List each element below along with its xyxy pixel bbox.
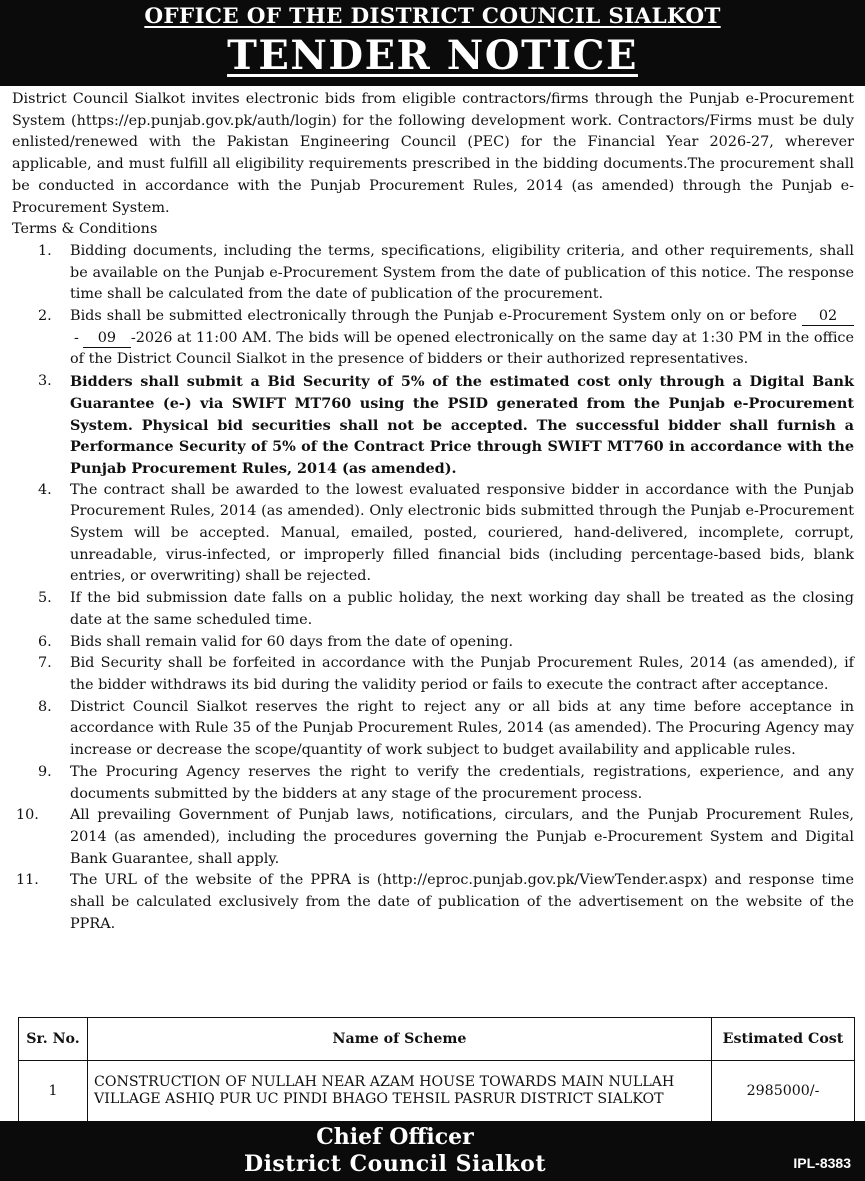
header-scheme-name: Name of Scheme bbox=[88, 1018, 712, 1061]
term-text: All prevailing Government of Punjab laws, notifications, circulars, and the Punjab Procurement Rules, 2014 (as amended), including the procedures governing the Punjab e-Procurement System and Digital Bank Guarantee, shall apply. bbox=[70, 807, 854, 867]
signatory-office: District Council Sialkot bbox=[243, 1151, 547, 1177]
term-text: The URL of the website of the PPRA is (http://eproc.punjab.gov.pk/ViewTender.aspx) and response time shall be calculated exclusively from the date of publication of the advertisement on the website of the PPRA. bbox=[70, 872, 854, 932]
term-item bbox=[12, 697, 854, 762]
term-number: 8. bbox=[38, 698, 52, 715]
office-title: OFFICE OF THE DISTRICT COUNCIL SIALKOT bbox=[144, 4, 721, 29]
term-number: 4. bbox=[38, 481, 52, 498]
term-item bbox=[12, 588, 854, 631]
term-number: 10. bbox=[16, 807, 39, 824]
term-item bbox=[12, 805, 854, 870]
table-row bbox=[19, 1061, 855, 1122]
notice-title: TENDER NOTICE bbox=[227, 32, 638, 79]
schemes-table bbox=[18, 1017, 855, 1122]
term-item bbox=[12, 371, 854, 480]
term-text: Bid Security shall be forfeited in accordance with the Punjab Procurement Rules, 2014 (as amended), if the bidder withdraws its bid during the validity period or fails to execute the contract after acceptance. bbox=[70, 655, 854, 693]
term-number: 7. bbox=[38, 655, 52, 672]
term-item bbox=[12, 762, 854, 805]
submission-month: 09 bbox=[83, 329, 131, 348]
submission-day: 02 bbox=[802, 307, 854, 326]
term-number: 6. bbox=[38, 633, 52, 650]
term-item bbox=[12, 306, 854, 371]
terms-list bbox=[12, 241, 854, 936]
term-number: 9. bbox=[38, 763, 52, 780]
term-text: Bidders shall submit a Bid Security of 5% of the estimated cost only through a Digital Bank Guarantee (e-) via SWIFT MT760 using the PSID generated from the Punjab e-Procurement System. Physical bid securities shall not be accepted. The successful bidder shall furnish a Performance Security of 5% of the Contract Price through SWIFT MT760 in accordance with the Punjab Procurement Rules, 2014 (as amended). bbox=[70, 373, 854, 477]
header-estimated-cost: Estimated Cost bbox=[712, 1018, 855, 1061]
notice-footer bbox=[0, 1121, 865, 1181]
cell-estimated-cost: 2985000/- bbox=[712, 1061, 855, 1122]
term-text: District Council Sialkot reserves the right to reject any or all bids at any time before acceptance in accordance with Rule 35 of the Punjab Procurement Rules, 2014 (as amended). The Procuring Agency may increase or decrease the scope/quantity of work subject to budget availability and applicable rules. bbox=[70, 698, 854, 759]
term-text: Bidding documents, including the terms, specifications, eligibility criteria, and other requirements, shall be available on the Punjab e-Procurement System from the date of publication of this notice. The response time shall be calculated from the date of publication of the procurement. bbox=[70, 242, 854, 303]
term-text: -2026 at 11:00 AM. The bids will be opened electronically on the same day at 1:30 PM in the office of the District Council Sialkot in the presence of bidders or their authorized representatives. bbox=[70, 329, 854, 368]
term-number: 5. bbox=[38, 590, 52, 607]
term-text: Bids shall remain valid for 60 days from the date of opening. bbox=[70, 633, 514, 650]
notice-header bbox=[0, 0, 865, 86]
ipl-code: IPL-8383 bbox=[793, 1155, 851, 1171]
signatory-title: Chief Officer bbox=[316, 1124, 474, 1150]
term-text: The Procuring Agency reserves the right to verify the credentials, registrations, experience, and any documents submitted by the bidders at any stage of the procurement process. bbox=[70, 763, 854, 802]
header-sr-no: Sr. No. bbox=[19, 1018, 88, 1061]
term-item bbox=[12, 632, 854, 654]
table-header-row bbox=[19, 1018, 855, 1061]
term-number: 3. bbox=[38, 373, 52, 390]
terms-heading: Terms & Conditions bbox=[12, 221, 158, 238]
term-item bbox=[12, 870, 854, 935]
term-item bbox=[12, 480, 854, 589]
term-number: 1. bbox=[38, 242, 52, 259]
term-text: The contract shall be awarded to the lowest evaluated responsive bidder in accordance with the Punjab Procurement Rules, 2014 (as amended). Only electronic bids submitted through the Punjab e-Procurement System will be accepted. Manual, emailed, posted, couriered, hand-delivered, incomplete, corrupt, unreadable, virus-infected, or improperly filled financial bids (including percentage-based bids, blank entries, or overwriting) shall be rejected. bbox=[70, 481, 854, 585]
intro-paragraph: District Council Sialkot invites electronic bids from eligible contractors/firms through the Punjab e-Procurement System (https://ep.punjab.gov.pk/auth/login) for the following development work. Contractors/Firms must be duly enlisted/renewed with the Pakistan Engineering Council (PEC) for the Financial Year 2026-27, wherever applicable, and must fulfill all eligibility requirements prescribed in the bidding documents.The procurement shall be conducted in accordance with the Punjab Procurement Rules, 2014 (as amended) through the Punjab e-Procurement System. bbox=[12, 91, 854, 216]
cell-scheme-name: CONSTRUCTION OF NULLAH NEAR AZAM HOUSE TOWARDS MAIN NULLAH VILLAGE ASHIQ PUR UC PINDI BHAGO TEHSIL PASRUR DISTRICT SIALKOT bbox=[88, 1061, 712, 1122]
term-item bbox=[12, 653, 854, 696]
notice-body bbox=[12, 89, 854, 935]
date-separator: - bbox=[74, 329, 79, 346]
term-text: Bids shall be submitted electronically through the Punjab e-Procurement System only on or before bbox=[70, 308, 802, 325]
term-text: If the bid submission date falls on a public holiday, the next working day shall be treated as the closing date at the same scheduled time. bbox=[70, 590, 854, 628]
term-number: 2. bbox=[38, 308, 52, 325]
term-item bbox=[12, 241, 854, 306]
term-number: 11. bbox=[16, 872, 39, 889]
cell-sr-no: 1 bbox=[19, 1061, 88, 1122]
